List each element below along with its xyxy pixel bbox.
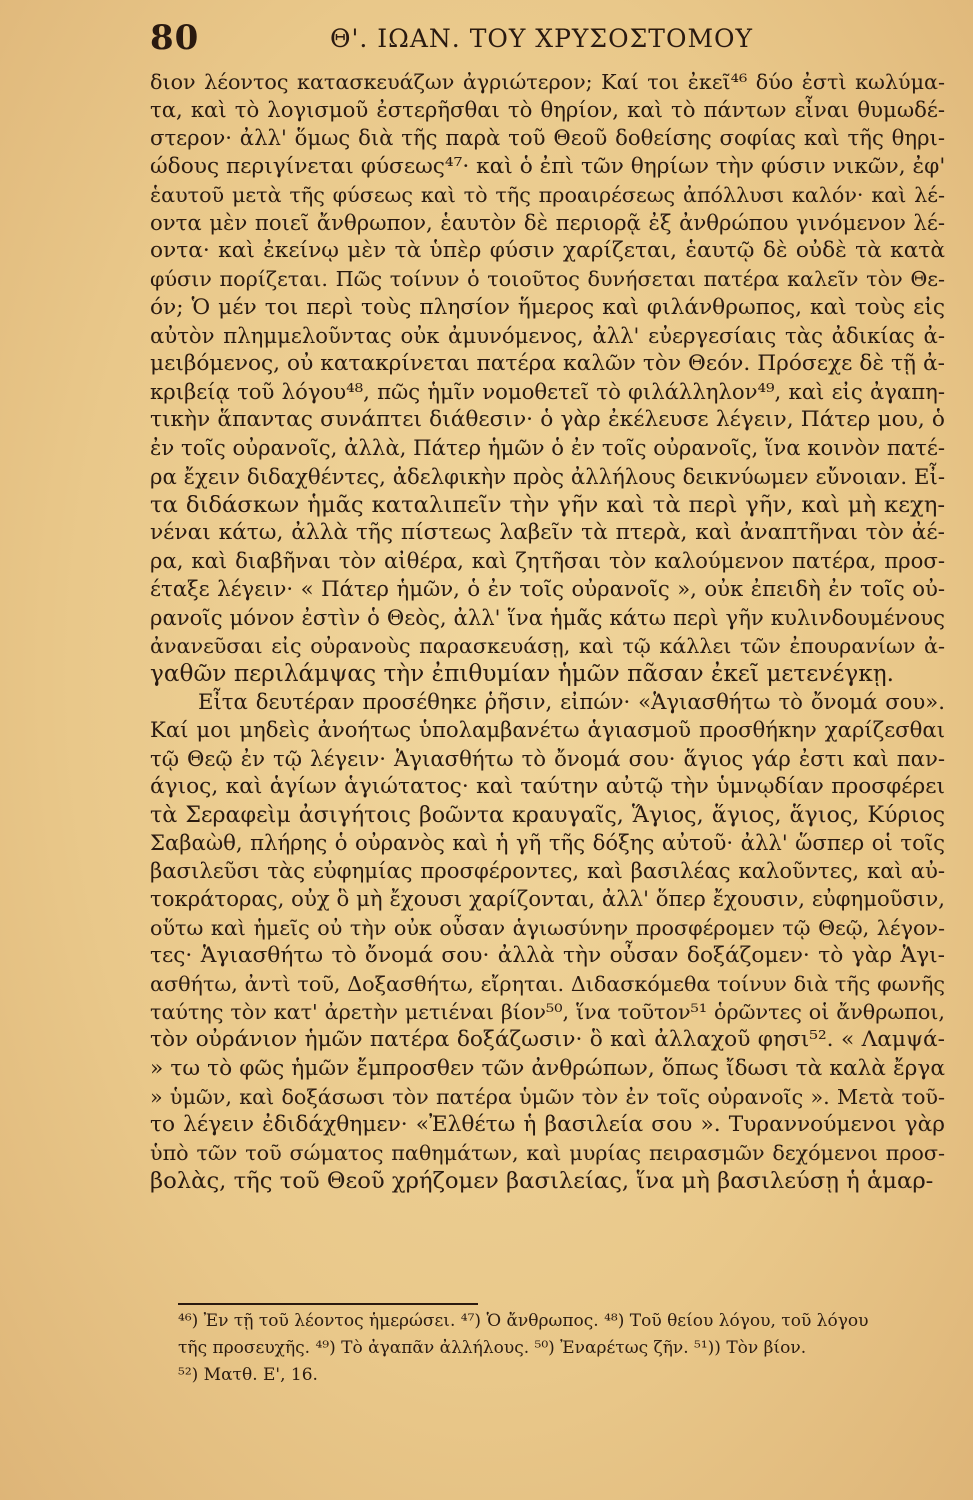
text-line: ταύτης τὸν κατ' ἀρετὴν μετιέναι βίον⁵⁰, ἵνα τοῦτον⁵¹ ὁρῶντες οἱ ἄνθρωποι, (150, 1000, 945, 1025)
text-line: ἀνανεῦσαι εἰς οὐρανοὺς παρασκευάσῃ, καὶ τῷ κάλλει τῶν ἐπουρανίων ἀ- (150, 633, 945, 658)
text-line: φύσιν πορίζεται. Πῶς τοίνυν ὁ τοιοῦτος δυνήσεται πατέρα καλεῖν τὸν Θε- (150, 267, 945, 292)
text-line: ρα, καὶ διαβῆναι τὸν αἰθέρα, καὶ ζητῆσαι τὸν καλούμενον πατέρα, προσ- (150, 548, 945, 574)
text-line: τοκράτορας, οὐχ ὃ μὴ ἔχουσι χαρίζονται, ἀλλ' ὅπερ ἔχουσιν, εὐφημοῦσιν, (150, 886, 945, 912)
text-line: τὸν οὐράνιον ἡμῶν πατέρα δοξάζωσιν· ὃ καὶ ἀλλαχοῦ φησι⁵². « Λαμψά- (150, 1027, 945, 1053)
text-line: Καί μοι μηδεὶς ἀνοήτως ὑπολαμβανέτω ἁγιασμοῦ προσθήκην χαρίζεσθαι (150, 717, 945, 743)
text-line: κριβείᾳ τοῦ λόγου⁴⁸, πῶς ἡμῖν νομοθετεῖ τὸ φιλάλληλον⁴⁹, καὶ εἰς ἀγαπη- (150, 379, 945, 405)
text-line: άγιος, καὶ ἁγίων ἁγιώτατος· καὶ ταύτην αὐτῷ τὴν ὑμνῳδίαν προσφέρει (150, 773, 945, 799)
text-line: ἑαυτοῦ μετὰ τῆς φύσεως καὶ τὸ τῆς προαιρέσεως ἀπόλλυσι καλόν· καὶ λέ- (150, 182, 945, 207)
text-line: τα, καὶ τὸ λογισμοῦ ἐστερῆσθαι τὸ θηρίον, καὶ τὸ πάντων εἶναι θυμωδέ- (150, 97, 945, 123)
text-line: τῷ Θεῷ ἐν τῷ λέγειν· Ἁγιασθήτω τὸ ὄνομά σου· ἅγιος γάρ ἐστι καὶ παν- (150, 745, 945, 771)
running-head: Θ'. ΙΩΑΝ. ΤΟΥ ΧΡΥΣΟΣΤΟΜΟΥ (330, 24, 754, 53)
footnote-rule (178, 1303, 478, 1305)
text-line: ὑπὸ τῶν τοῦ σώματος παθημάτων, καὶ μυρίας πειρασμῶν δεχόμενοι προσ- (150, 1141, 945, 1166)
text-line: οντα μὲν ποιεῖ ἄνθρωπον, ἑαυτὸν δὲ περιορᾷ ἐξ ἀνθρώπου γινόμενον λέ- (150, 209, 945, 235)
text-line: βολὰς, τῆς τοῦ Θεοῦ χρήζομεν βασιλείας, ἵνα μὴ βασιλεύσῃ ἡ ἁμαρ- (150, 1168, 934, 1195)
footnote-line: ⁴⁶) Ἐν τῇ τοῦ λέοντος ἡμερώσει. ⁴⁷) Ὁ ἄνθρωπος. ⁴⁸) Τοῦ θείου λόγου, τοῦ λόγου (178, 1311, 869, 1331)
text-line: τὰ Σεραφεὶμ ἀσιγήτοις βοῶντα κραυγαῖς, Ἅγιος, ἅγιος, ἅγιος, Κύριος (150, 801, 945, 828)
text-line: Σαβαὼθ, πλήρης ὁ οὐρανὸς καὶ ἡ γῆ τῆς δόξης αὐτοῦ· ἀλλ' ὥσπερ οἱ τοῖς (150, 830, 945, 856)
text-line: μειβόμενος, οὐ κατακρίνεται πατέρα καλῶν τὸν Θεόν. Πρόσεχε δὲ τῇ ἀ- (150, 350, 945, 376)
text-line: ώδους περιγίνεται φύσεως⁴⁷· καὶ ὁ ἐπὶ τῶν θηρίων τὴν φύσιν νικῶν, ἐφ' (150, 153, 946, 179)
text-line: τες· Ἁγιασθήτω τὸ ὄνομά σου· ἀλλὰ τὴν οὖσαν δοξάζομεν· τὸ γὰρ Ἁγι- (150, 942, 945, 968)
text-line: γαθῶν περιλάμψας τὴν ἐπιθυμίαν ἡμῶν πᾶσαν ἐκεῖ μετενέγκῃ. (150, 659, 894, 687)
footnote-line: τῆς προσευχῆς. ⁴⁹) Τὸ ἀγαπᾶν ἀλλήλους. ⁵⁰) Ἐναρέτως ζῆν. ⁵¹)) Τὸν βίον. (178, 1338, 807, 1358)
text-line: ασθήτω, ἀντὶ τοῦ, Δοξασθήτω, εἴρηται. Διδασκόμεθα τοίνυν διὰ τῆς φωνῆς (150, 972, 945, 996)
text-line: » ὑμῶν, καὶ δοξάσωσι τὸν πατέρα ὑμῶν τὸν ἐν τοῖς οὐρανοῖς ». Μετὰ τοῦ- (150, 1084, 945, 1109)
footnotes (178, 1308, 948, 1389)
text-line: στερον· ἀλλ' ὅμως διὰ τῆς παρὰ τοῦ Θεοῦ δοθείσης σοφίας καὶ τῆς θηρι- (150, 125, 945, 151)
text-line: νέναι κάτω, ἀλλὰ τῆς πίστεως λαβεῖν τὰ πτερὰ, καὶ ἀναπτῆναι τὸν ἀέ- (150, 520, 945, 545)
text-line: οντα· καὶ ἐκείνῳ μὲν τὰ ὑπὲρ φύσιν χαρίζεται, ἑαυτῷ δὲ οὐδὲ τὰ κατὰ (150, 238, 945, 264)
page-number: 80 (150, 18, 200, 58)
text-line: όν; Ὁ μέν τοι περὶ τοὺς πλησίον ἥμερος καὶ φιλάνθρωπος, καὶ τοὺς εἰς (150, 294, 945, 320)
text-line: ρανοῖς μόνον ἐστὶν ὁ Θεὸς, ἀλλ' ἵνα ἡμᾶς κάτω περὶ γῆν κυλινδουμένους (150, 604, 945, 630)
text-line: έταξε λέγειν· « Πάτερ ἡμῶν, ὁ ἐν τοῖς οὐρανοῖς », οὐκ ἐπειδὴ ἐν τοῖς οὐ- (150, 576, 945, 602)
text-line: » τω τὸ φῶς ἡμῶν ἔμπροσθεν τῶν ἀνθρώπων, ὅπως ἴδωσι τὰ καλὰ ἔργα (150, 1055, 945, 1081)
text-line: τικὴν ἅπαντας συνάπτει διάθεσιν· ὁ γὰρ ἐκέλευσε λέγειν, Πάτερ μου, ὁ (150, 407, 945, 433)
text-line: Εἶτα δευτέραν προσέθηκε ῥῆσιν, εἰπών· «Ἁγιασθήτω τὸ ὄνομά σου». (198, 689, 945, 715)
page-header (150, 18, 940, 64)
text-line: ἐν τοῖς οὐρανοῖς, ἀλλὰ, Πάτερ ἡμῶν ὁ ἐν τοῖς οὐρανοῖς, ἵνα κοινὸν πατέ- (150, 435, 945, 461)
text-line: βασιλεῦσι τὰς εὐφημίας προσφέροντες, καὶ βασιλέας καλοῦντες, καὶ αὐ- (150, 858, 945, 884)
text-line: το λέγειν ἐδιδάχθημεν· «Ἐλθέτω ἡ βασιλεία σου ». Τυραννούμενοι γὰρ (150, 1111, 945, 1137)
text-line: οὕτω καὶ ἡμεῖς οὐ τὴν οὐκ οὖσαν ἁγιωσύνην προσφέρομεν τῷ Θεῷ, λέγον- (150, 915, 945, 940)
text-line: ρα ἔχειν διδαχθέντες, ἀδελφικὴν πρὸς ἀλλήλους δεικνύωμεν εὔνοιαν. Εἶ- (150, 463, 945, 489)
text-line: τα διδάσκων ἡμᾶς καταλιπεῖν τὴν γῆν καὶ τὰ περὶ γῆν, καὶ μὴ κεχη- (150, 491, 945, 518)
text-line: διον λέοντος κατασκευάζων ἀγριώτερον; Καί τοι ἐκεῖ⁴⁶ δύο ἐστὶ κωλύμα- (150, 70, 945, 94)
main-text (150, 68, 945, 1196)
footnote-line: ⁵²) Ματθ. Ε', 16. (178, 1365, 318, 1385)
text-line: αὐτὸν πλημμελοῦντας οὐκ ἀμυνόμενος, ἀλλ' εὐεργεσίαις τὰς ἀδικίας ἀ- (150, 322, 945, 348)
